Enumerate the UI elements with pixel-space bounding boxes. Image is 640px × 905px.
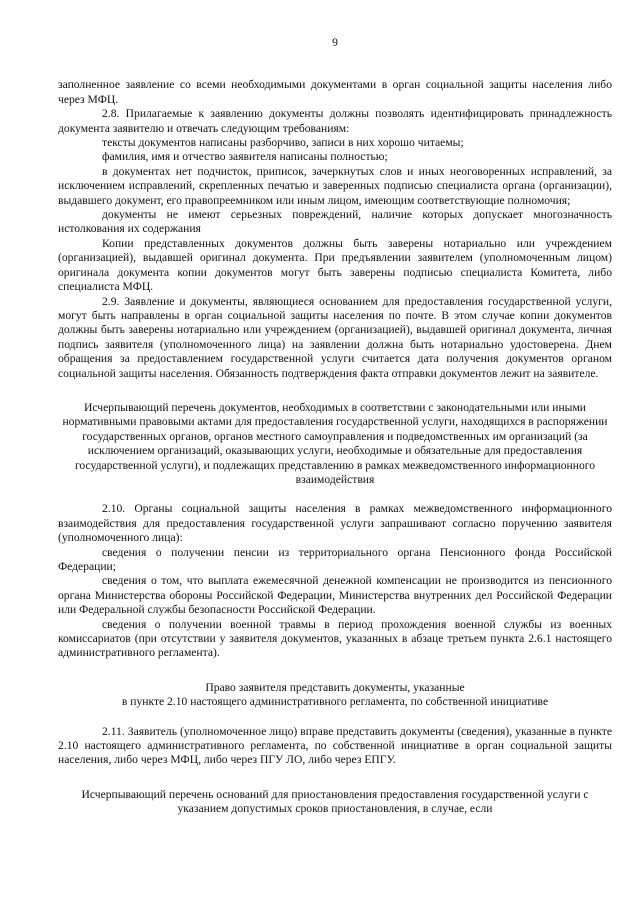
section-heading-right-line2: в пункте 2.10 настоящего административного регламента, по собственной инициативе — [121, 695, 549, 709]
section-heading-suspension: Исчерпывающий перечень оснований для приостановления предоставления государственной услуги с указанием допустимых сроков приостановления, в случае, если — [81, 787, 589, 816]
requirement-no-damage: документы не имеют серьезных повреждений, наличие которых допускает многозначность истолкования их содержания — [58, 208, 612, 236]
paragraph-copies: Копии представленных документов должны быть заверены нотариально или учреждением (организацией), выдавшей оригинал документа. При предъявлении заявителем (уполномоченным лицом) оригинала документа копии документов могут быть заверены подписью специалиста Комитета, либо специалиста МФЦ. — [58, 236, 612, 294]
paragraph-continuation: заполненное заявление со всеми необходимыми документами в орган социальной защиты населения либо через МФЦ. — [58, 78, 612, 106]
item-pension-info: сведения о получении пенсии из территориального органа Пенсионного фонда Российской Федерации; — [58, 545, 612, 573]
paragraph-2-10: 2.10. Органы социальной защиты населения в рамках межведомственного информационного взаимодействия для предоставления государственной услуги запрашивают согласно поручению заявителя (уполномоченного лица): — [58, 502, 612, 545]
paragraph-2-8: 2.8. Прилагаемые к заявлению документы должны позволять идентифицировать принадлежность документа заявителю и отвечать следующим требованиям: — [58, 107, 612, 135]
item-compensation-info: сведения о том, что выплата ежемесячной денежной компенсации не производится из пенсионного органа Министерства обороны Российской Федерации, Министерства внутренних дел Российской Федерации или Федеральной службы безопасности Российской Федерации. — [58, 574, 612, 617]
section-heading-right-line1: Право заявителя представить документы, указанные — [205, 680, 465, 694]
requirement-readable: тексты документов написаны разборчиво, записи в них хорошо читаемы; — [102, 136, 464, 150]
requirement-no-corrections: в документах нет подчисток, приписок, зачеркнутых слов и иных неоговоренных исправлений, за исключением исправлений, скрепленных печатью и заверенных подписью специалиста органа (организации), выдавшего документ, его правопреемником или иным лицом, имеющим соответствующие полномочия; — [58, 164, 612, 207]
page-number: 9 — [332, 36, 338, 49]
paragraph-2-9: 2.9. Заявление и документы, являющиеся основанием для предоставления государственной услуги, могут быть направлены в орган социальной защиты населения по почте. В этом случае копии документов должны быть заверены нотариально или учреждением (организацией), выдавшей оригинал документа, личная подпись заявителя (уполномоченного лица) на заявлении должна быть нотариально удостоверена. Днем обращения за предоставлением государственной услуги считается дата получения документов органом социальной защиты населения. Обязанность подтверждения факта отправки документов лежит на заявителе. — [58, 294, 612, 380]
requirement-full-name: фамилия, имя и отчество заявителя написаны полностью; — [102, 150, 388, 164]
paragraph-2-11: 2.11. Заявитель (уполномоченное лицо) вправе представить документы (сведения), указанные в пункте 2.10 настоящего административного регламента, по собственной инициативе в орган социальной защиты населения, либо через МФЦ, либо через ПГУ ЛО, либо через ЕПГУ. — [58, 724, 612, 767]
section-heading-interagency: Исчерпывающий перечень документов, необходимых в соответствии с законодательными или иными нормативными правовыми актами для предоставления государственной услуги, находящихся в распоряжении государственных органов, органов местного самоуправления и подведомственных им организаций (за исключением организаций, оказывающих услуги, необходимые и обязательные для предоставления государственной услуги), и подлежащих представлению в рамках межведомственного информационного взаимодействия — [62, 400, 608, 486]
item-military-injury-info: сведения о получении военной травмы в период прохождения военной службы из военных комиссариатов (при отсутствии у заявителя документов, указанных в абзаце третьем пункта 2.6.1 настоящего административного регламента). — [58, 617, 612, 660]
